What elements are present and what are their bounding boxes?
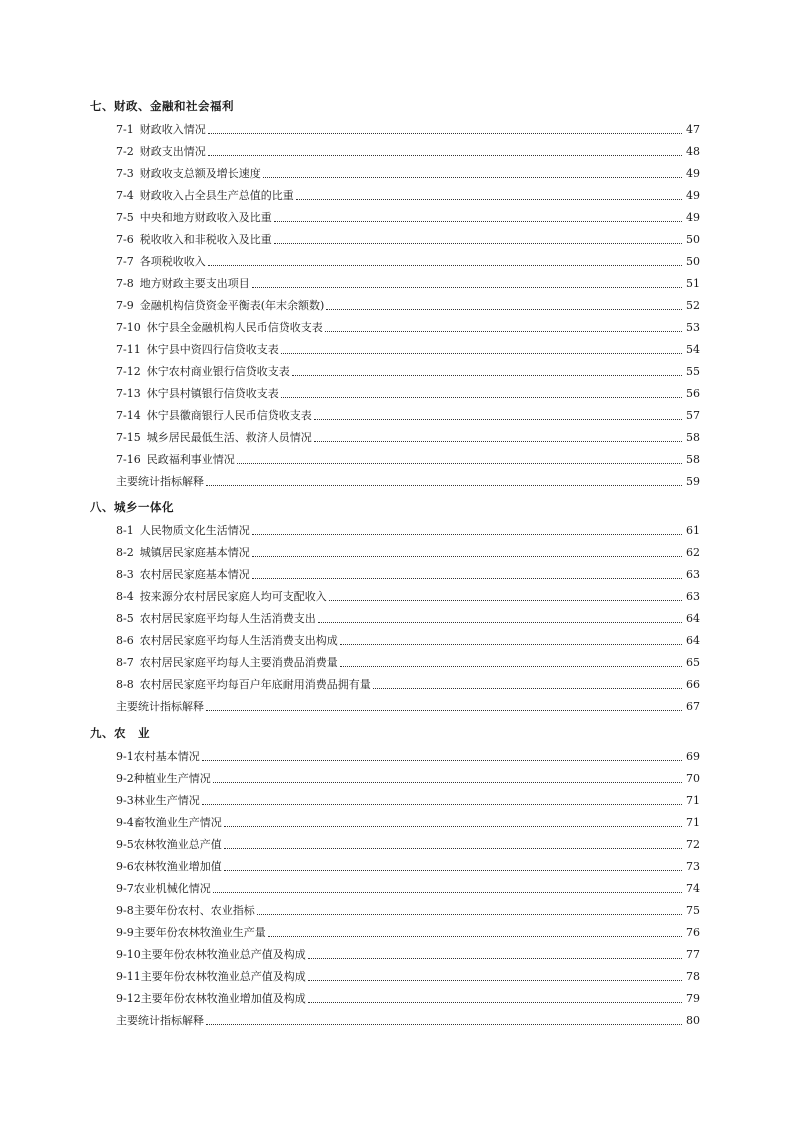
toc-entry[interactable] xyxy=(90,185,700,207)
page-number: 67 xyxy=(686,700,700,713)
dot-leader xyxy=(318,621,682,623)
page-number: 48 xyxy=(686,145,700,158)
toc-entry[interactable] xyxy=(90,273,700,295)
entry-title: 休宁县村镇银行信贷收支表 xyxy=(146,387,279,400)
entry-number: 9-9 xyxy=(116,926,134,939)
toc-entry[interactable] xyxy=(90,317,700,339)
dot-leader xyxy=(296,198,682,200)
toc-entry[interactable] xyxy=(90,922,700,944)
page-number: 47 xyxy=(686,123,700,136)
entry-title: 城镇居民家庭基本情况 xyxy=(139,546,250,559)
toc-entry[interactable] xyxy=(90,361,700,383)
page-number: 58 xyxy=(686,431,700,444)
dot-leader xyxy=(373,687,682,689)
dot-leader xyxy=(252,533,682,535)
page-number: 69 xyxy=(686,750,700,763)
entry-number: 7-16 xyxy=(116,453,141,466)
dot-leader xyxy=(252,577,682,579)
entry-title: 主要年份农林牧渔业增加值及构成 xyxy=(140,992,306,1005)
dot-leader xyxy=(340,643,682,645)
entry-number: 7-15 xyxy=(116,431,141,444)
entry-number: 7-14 xyxy=(116,409,141,422)
page-number: 54 xyxy=(686,343,700,356)
entry-title: 畜牧渔业生产情况 xyxy=(133,816,222,829)
entry-number: 7-3 xyxy=(116,167,134,180)
entry-number: 9-1 xyxy=(116,750,134,763)
entry-title: 农林牧渔业总产值 xyxy=(133,838,222,851)
page-number: 66 xyxy=(686,678,700,691)
toc-entry[interactable] xyxy=(90,988,700,1010)
toc-entry[interactable] xyxy=(90,696,700,718)
entry-title: 种植业生产情况 xyxy=(133,772,211,785)
entry-title: 农村基本情况 xyxy=(133,750,200,763)
dot-leader xyxy=(206,709,682,711)
toc-entry[interactable] xyxy=(90,856,700,878)
dot-leader xyxy=(274,220,682,222)
toc-entry[interactable] xyxy=(90,790,700,812)
toc-entry[interactable] xyxy=(90,141,700,163)
entry-number: 9-5 xyxy=(116,838,134,851)
toc-entry[interactable] xyxy=(90,163,700,185)
entry-number: 7-4 xyxy=(116,189,134,202)
entry-number: 7-10 xyxy=(116,321,141,334)
page-number: 57 xyxy=(686,409,700,422)
entry-number: 9-3 xyxy=(116,794,134,807)
page-number: 50 xyxy=(686,233,700,246)
entry-number: 7-12 xyxy=(116,365,141,378)
entry-number: 8-6 xyxy=(116,634,134,647)
toc-entry[interactable] xyxy=(90,944,700,966)
entry-title: 城乡居民最低生活、救济人员情况 xyxy=(146,431,312,444)
page-number: 63 xyxy=(686,568,700,581)
page-number: 65 xyxy=(686,656,700,669)
page-number: 71 xyxy=(686,794,700,807)
entry-number: 9-6 xyxy=(116,860,134,873)
entry-number: 7-1 xyxy=(116,123,134,136)
page-number: 58 xyxy=(686,453,700,466)
page-number: 76 xyxy=(686,926,700,939)
toc-entry[interactable] xyxy=(90,746,700,768)
dot-leader xyxy=(206,484,682,486)
entry-number: 7-11 xyxy=(116,343,141,356)
entry-title: 财政收支总额及增长速度 xyxy=(139,167,261,180)
page-number: 73 xyxy=(686,860,700,873)
entry-number: 8-4 xyxy=(116,590,134,603)
entry-title: 林业生产情况 xyxy=(133,794,200,807)
entry-number: 7-6 xyxy=(116,233,134,246)
dot-leader xyxy=(208,154,682,156)
toc-entry[interactable] xyxy=(90,1010,700,1032)
dot-leader xyxy=(308,1001,682,1003)
entry-title: 税收收入和非税收入及比重 xyxy=(139,233,272,246)
dot-leader xyxy=(208,132,682,134)
entry-title: 主要年份农林牧渔业总产值及构成 xyxy=(140,948,306,961)
toc-entry[interactable] xyxy=(90,405,700,427)
toc-entry[interactable] xyxy=(90,449,700,471)
dot-leader xyxy=(292,374,682,376)
toc-entry[interactable] xyxy=(90,608,700,630)
entry-title: 主要统计指标解释 xyxy=(116,1014,204,1027)
entry-title: 农村居民家庭平均每百户年底耐用消费品拥有量 xyxy=(139,678,371,691)
entry-number: 9-8 xyxy=(116,904,134,917)
toc-entry[interactable] xyxy=(90,878,700,900)
entry-title: 休宁县中资四行信贷收支表 xyxy=(146,343,279,356)
entry-title: 农业机械化情况 xyxy=(133,882,211,895)
toc-entry[interactable] xyxy=(90,674,700,696)
toc-section-urban-rural xyxy=(90,497,700,718)
entry-title: 财政收入情况 xyxy=(139,123,206,136)
entry-title: 主要统计指标解释 xyxy=(116,700,204,713)
dot-leader xyxy=(208,264,682,266)
entry-title: 主要统计指标解释 xyxy=(116,475,204,488)
dot-leader xyxy=(325,330,682,332)
entry-number: 9-7 xyxy=(116,882,134,895)
entry-number: 8-1 xyxy=(116,524,134,537)
entry-number: 7-5 xyxy=(116,211,134,224)
toc-entry[interactable] xyxy=(90,520,700,542)
dot-leader xyxy=(252,555,682,557)
dot-leader xyxy=(202,759,682,761)
page-number: 64 xyxy=(686,634,700,647)
dot-leader xyxy=(252,286,682,288)
entry-number: 8-5 xyxy=(116,612,134,625)
entry-number: 7-13 xyxy=(116,387,141,400)
toc-entry[interactable] xyxy=(90,295,700,317)
entry-number: 9-4 xyxy=(116,816,134,829)
page-number: 70 xyxy=(686,772,700,785)
dot-leader xyxy=(224,869,682,871)
entry-number: 9-12 xyxy=(116,992,141,1005)
dot-leader xyxy=(281,396,682,398)
dot-leader xyxy=(202,803,682,805)
page-number: 78 xyxy=(686,970,700,983)
toc-entry[interactable] xyxy=(90,339,700,361)
toc-entry[interactable] xyxy=(90,652,700,674)
dot-leader xyxy=(314,440,682,442)
dot-leader xyxy=(206,1023,682,1025)
page-number: 61 xyxy=(686,524,700,537)
entry-title: 人民物质文化生活情况 xyxy=(139,524,250,537)
dot-leader xyxy=(224,847,682,849)
dot-leader xyxy=(213,891,682,893)
entry-number: 7-9 xyxy=(116,299,134,312)
entry-title: 按来源分农村居民家庭人均可支配收入 xyxy=(139,590,327,603)
toc-entry[interactable] xyxy=(90,812,700,834)
page-number: 52 xyxy=(686,299,700,312)
page-number: 56 xyxy=(686,387,700,400)
dot-leader xyxy=(263,176,682,178)
dot-leader xyxy=(326,308,682,310)
toc-entry[interactable] xyxy=(90,630,700,652)
toc-entry[interactable] xyxy=(90,768,700,790)
entry-number: 9-2 xyxy=(116,772,134,785)
dot-leader xyxy=(281,352,682,354)
page-number: 63 xyxy=(686,590,700,603)
dot-leader xyxy=(308,979,682,981)
entry-title: 休宁县徽商银行人民币信贷收支表 xyxy=(146,409,312,422)
page-number: 62 xyxy=(686,546,700,559)
toc-entry[interactable] xyxy=(90,564,700,586)
page-number: 49 xyxy=(686,189,700,202)
entry-title: 休宁县全金融机构人民币信贷收支表 xyxy=(146,321,323,334)
page-number: 75 xyxy=(686,904,700,917)
section-title: 七、财政、金融和社会福利 xyxy=(90,99,234,113)
page-number: 79 xyxy=(686,992,700,1005)
page-number: 72 xyxy=(686,838,700,851)
entry-number: 8-3 xyxy=(116,568,134,581)
entry-number: 9-10 xyxy=(116,948,141,961)
entry-title: 农林牧渔业增加值 xyxy=(133,860,222,873)
toc-entry[interactable] xyxy=(90,471,700,493)
toc-entry[interactable] xyxy=(90,542,700,564)
entry-title: 主要年份农村、农业指标 xyxy=(133,904,255,917)
section-title: 九、农 业 xyxy=(90,726,150,740)
toc-section-finance xyxy=(90,96,700,493)
entry-title: 农村居民家庭平均每人生活消费支出 xyxy=(139,612,316,625)
entry-title: 民政福利事业情况 xyxy=(146,453,235,466)
dot-leader xyxy=(308,957,682,959)
toc-entry[interactable] xyxy=(90,383,700,405)
page-number: 49 xyxy=(686,167,700,180)
entry-number: 7-2 xyxy=(116,145,134,158)
entry-title: 农村居民家庭平均每人生活消费支出构成 xyxy=(139,634,338,647)
entry-number: 9-11 xyxy=(116,970,141,983)
dot-leader xyxy=(257,913,682,915)
page-number: 74 xyxy=(686,882,700,895)
entry-number: 7-7 xyxy=(116,255,134,268)
page-number: 50 xyxy=(686,255,700,268)
entry-title: 休宁农村商业银行信贷收支表 xyxy=(146,365,290,378)
entry-title: 主要年份农林牧渔业总产值及构成 xyxy=(140,970,306,983)
dot-leader xyxy=(224,825,682,827)
entry-number: 8-7 xyxy=(116,656,134,669)
entry-title: 地方财政主要支出项目 xyxy=(139,277,250,290)
entry-title: 各项税收收入 xyxy=(139,255,206,268)
page-number: 59 xyxy=(686,475,700,488)
page-number: 80 xyxy=(686,1014,700,1027)
page-number: 49 xyxy=(686,211,700,224)
entry-title: 财政支出情况 xyxy=(139,145,206,158)
dot-leader xyxy=(213,781,682,783)
page-number: 77 xyxy=(686,948,700,961)
entry-title: 金融机构信贷资金平衡表(年末余额数) xyxy=(139,299,325,312)
page-number: 55 xyxy=(686,365,700,378)
toc-entry[interactable] xyxy=(90,966,700,988)
toc-entry[interactable] xyxy=(90,251,700,273)
toc-entry[interactable] xyxy=(90,427,700,449)
dot-leader xyxy=(237,462,682,464)
entry-title: 主要年份农林牧渔业生产量 xyxy=(133,926,266,939)
toc-entry[interactable] xyxy=(90,207,700,229)
toc-entry[interactable] xyxy=(90,119,700,141)
entry-number: 7-8 xyxy=(116,277,134,290)
entry-title: 财政收入占全县生产总值的比重 xyxy=(139,189,294,202)
page-number: 71 xyxy=(686,816,700,829)
dot-leader xyxy=(314,418,682,420)
toc-section-agriculture xyxy=(90,723,700,1032)
dot-leader xyxy=(340,665,682,667)
entry-title: 农村居民家庭基本情况 xyxy=(139,568,250,581)
toc-entry[interactable] xyxy=(90,834,700,856)
toc-entry[interactable] xyxy=(90,586,700,608)
dot-leader xyxy=(274,242,682,244)
toc-entry[interactable] xyxy=(90,229,700,251)
section-title: 八、城乡一体化 xyxy=(90,500,174,514)
page-number: 53 xyxy=(686,321,700,334)
page-number: 64 xyxy=(686,612,700,625)
dot-leader xyxy=(329,599,682,601)
entry-number: 8-2 xyxy=(116,546,134,559)
entry-number: 8-8 xyxy=(116,678,134,691)
dot-leader xyxy=(268,935,682,937)
page-number: 51 xyxy=(686,277,700,290)
entry-title: 农村居民家庭平均每人主要消费品消费量 xyxy=(139,656,338,669)
entry-title: 中央和地方财政收入及比重 xyxy=(139,211,272,224)
toc-entry[interactable] xyxy=(90,900,700,922)
